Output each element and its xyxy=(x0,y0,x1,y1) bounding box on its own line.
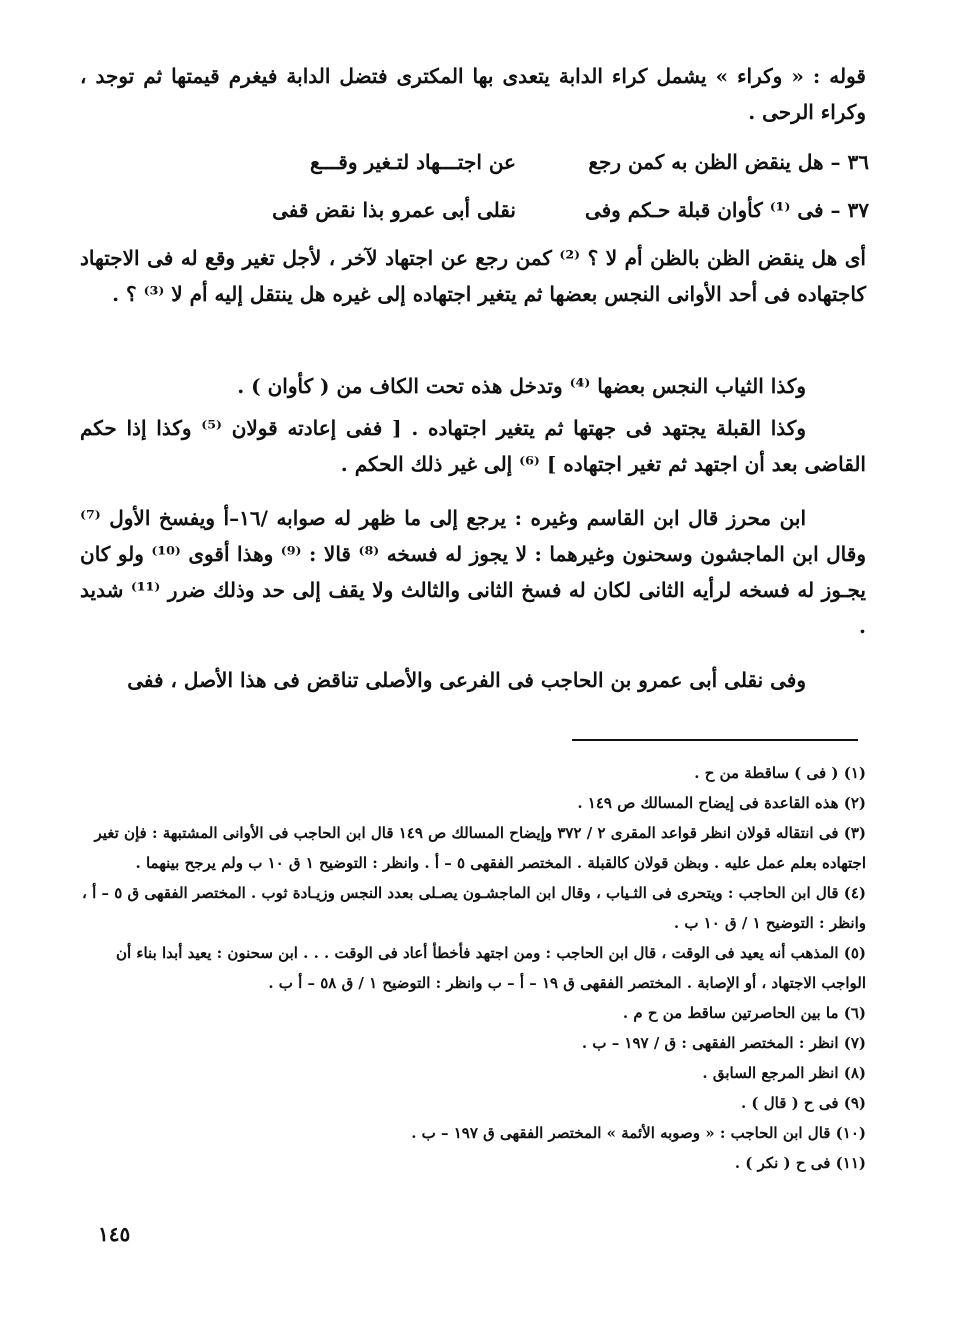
footnote-6: (٦) ما بين الحاصرتين ساقط من ح م . xyxy=(622,1004,866,1022)
page-number: ١٤٥ xyxy=(98,1222,131,1246)
footnote-4: (٤) قال ابن الحاجب : ويتحرى فى الثـياب ، وقال ابن الماجشـون يصـلى بعدد النجس وزيـادة ثوب . المختصر الفقهى ق ٥ – أ ، وانظر : التوضيح ١ / ق ١٠ ب . xyxy=(82,884,866,932)
paragraph-6: وفى نقلى أبى عمرو بن الحاجب فى الفرعى والأصلى تناقض فى هذا الأصل ، ففى xyxy=(127,668,806,692)
footnote-3: (٣) فى انتقاله قولان انظر قواعد المقرى ٢ / ٣٧٢ وإيضاح المسالك ص ١٤٩ قال ابن الحاجب فى الأوانى المشتبهة : فإن تغير اجتهاده بعلم عمل عليه . وبظن قولان كالقبلة . المختصر الفقهى ٥ – أ . وانظر : التوضيح ١ ق ١٠ ب ولم يرجح بينهما . xyxy=(94,824,866,872)
footnote-8: (٨) انظر المرجع السابق . xyxy=(702,1064,866,1082)
footnote-10: (١٠) قال ابن الحاجب : « وصوبه الأئمة » المختصر الفقهى ق ١٩٧ – ب . xyxy=(411,1124,866,1142)
verse-36-second-hemistich: عن اجتـــهاد لتـغير وقـــع xyxy=(310,150,516,174)
paragraph-4: وكذا القبلة يجتهد فى جهتها ثم يتغير اجتهاده . [ ففى إعادته قولان ⁽⁵⁾ وكذا إذا حكم القاضى بعد أن اجتهد ثم تغير اجتهاده ] ⁽⁶⁾ إلى غير ذلك الحكم . xyxy=(80,416,866,476)
footnote-11: (١١) فى ح ( نكر ) . xyxy=(734,1154,866,1172)
footnote-9: (٩) فى ح ( قال ) . xyxy=(740,1094,866,1112)
footnote-1: (١) ( فى ) ساقطة من ح . xyxy=(694,764,866,782)
footnote-7: (٧) انظر : المختصر الفقهى : ق / ١٩٧ – ب . xyxy=(581,1034,866,1052)
verse-37-second-hemistich: نقلى أبى عمرو بذا نقض قفى xyxy=(272,198,516,222)
paragraph-5: ابن محرز قال ابن القاسم وغيره : يرجع إلى ما ظهر له صوابه /١٦–أ ويفسخ الأول ⁽⁷⁾ وقال ابن الماجشون وسحنون وغيرهما : لا يجوز له فسخه ⁽⁸⁾ قالا : ⁽⁹⁾ وهذا أقوى ⁽¹⁰⁾ ولو كان يجـوز له فسخه لرأيه الثانى لكان له فسخ الثانى والثالث ولا يقف إلى حد وذلك ضرر ⁽¹¹⁾ شديد . xyxy=(80,506,866,638)
verse-37-first-hemistich: ٣٧ – فى ⁽¹⁾ كأوان قبلة حـكم وفى xyxy=(584,198,869,222)
footnote-5: (٥) المذهب أنه يعيد فى الوقت ، قال ابن الحاجب : ومن اجتهد فأخطأ أعاد فى الوقت . . . ابن سحنون : يعيد أبدا بناء أن الواجب الاجتهاد ، أو الإصابة . المختصر الفقهى ق ١٩ – أ – ب وانظر : التوضيح ١ / ق ٥٨ – أ ب . xyxy=(116,944,866,992)
paragraph-1: قوله : « وكراء » يشمل كراء الدابة يتعدى بها المكترى فتضل الدابة فيغرم قيمتها ثم توجد ، وكراء الرحى . xyxy=(80,64,866,124)
verse-36-first-hemistich: ٣٦ – هل ينقض الظن به كمن رجع xyxy=(588,150,869,174)
footnote-2: (٢) هذه القاعدة فى إيضاح المسالك ص ١٤٩ . xyxy=(577,794,866,812)
footnote-separator xyxy=(572,739,858,741)
paragraph-3: وكذا الثياب النجس بعضها ⁽⁴⁾ وتدخل هذه تحت الكاف من ( كأوان ) . xyxy=(237,374,806,398)
paragraph-2: أى هل ينقض الظن بالظن أم لا ؟ ⁽²⁾ كمن رجع عن اجتهاد لآخر ، لأجل تغير وقع له فى الاجتهاد كاجتهاده فى أحد الأوانى النجس بعضها ثم يتغير اجتهاده إلى غيره هل ينتقل إليه أم لا ⁽³⁾ ؟ . xyxy=(80,246,866,306)
footnotes xyxy=(80,758,866,1178)
